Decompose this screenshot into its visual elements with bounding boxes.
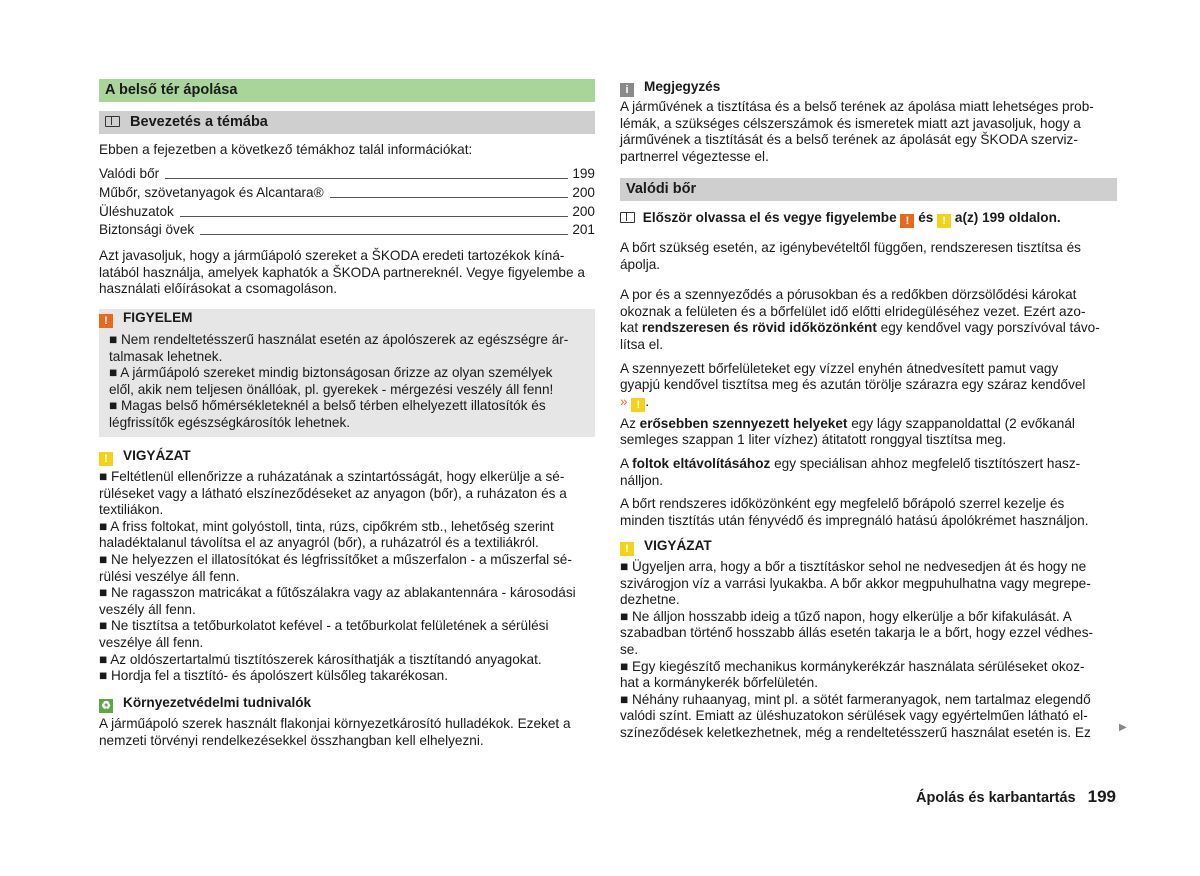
text-line: latából használja, amelyek kaphatók a ŠKODA partnereknél. Vegye figyelembe a — [99, 264, 585, 280]
text-line: elől, akik nem teljesen önállóak, pl. gyerekek - mérgezési veszély áll fenn! — [109, 381, 554, 397]
text-line: ■ Ne helyezzen el illatosítókat és légfrissítőket a műszerfalon - a műszerfal sé- — [99, 551, 572, 567]
warning-icon: ! — [99, 314, 113, 328]
text-line: rüléseket vagy a látható elszíneződéseket az anyagon (bőr), a ruházaton és a — [99, 485, 567, 501]
text-line: ■ Ne álljon hosszabb ideig a tűző napon, hogy elkerülje a bőr kifakulását. A — [620, 608, 1072, 624]
text-line: színeződések keletkezhetnek, még a rendeltetésszerű használat esetén is. Ez — [620, 724, 1091, 740]
text-line: ■ Magas belső hőmérsékleteknél a belső térben elhelyezett illatosítók és — [109, 398, 546, 414]
text-line: talmasak lehetnek. — [109, 348, 223, 364]
intro-text: Ebben a fejezetben a következő témákhoz talál információkat: — [99, 142, 473, 157]
text-line: nemzeti törvényi rendelkezésekkel összhangban kell elhelyezni. — [99, 732, 484, 748]
toc-page: 200 — [568, 203, 595, 220]
text-line: haladéktalanul távolítsa el az anyagról (bőr), a ruházatról és a textiliákról. — [99, 535, 539, 551]
text-line: szivárogjon víz a varrási lyukakba. A bőr akkor megpuhulhatna vagy megrepe- — [620, 575, 1091, 591]
note-title: Megjegyzés — [644, 79, 721, 94]
environment-title: Környezetvédelmi tudnivalók — [123, 695, 312, 710]
text-line: A foltok eltávolításához egy speciálisan ahhoz megfelelő tisztítószert hasz- — [620, 455, 1081, 471]
text-line: veszély áll fenn. — [99, 601, 196, 617]
caution-title: VIGYÁZAT — [123, 448, 191, 463]
first-read-and: és — [918, 210, 934, 225]
toc-page: 201 — [568, 221, 595, 238]
first-read-ref[interactable]: a(z) 199 oldalon. — [954, 210, 1061, 225]
environment-block — [99, 695, 595, 749]
text-line: ■ Hordja fel a tisztító- és ápolószert külsőleg takarékosan. — [99, 668, 448, 684]
text-line: használati előírásokat a csomagoláson. — [99, 281, 338, 297]
continue-arrow-icon: ▶ — [1119, 722, 1127, 733]
text-line: partnerrel végeztesse el. — [620, 148, 769, 164]
page-number: 199 — [1087, 787, 1116, 806]
text-line: A bőrt szükség esetén, az igénybevételtől függően, rendszeresen tisztítsa és — [620, 240, 1081, 255]
info-icon: i — [620, 83, 634, 97]
warning-icon: ! — [900, 214, 914, 228]
subsection-title: Bevezetés a témába — [130, 114, 268, 130]
toc-row[interactable] — [99, 184, 595, 201]
text-line: A járművének a tisztítása és a belső terének az ápolása miatt lehetséges prob- — [620, 99, 1094, 114]
ref-arrow: » — [620, 393, 628, 409]
text-line: kat rendszeresen és rövid időközönként egy kendővel vagy porszívóval távo- — [620, 320, 1100, 336]
caution-icon[interactable]: ! — [937, 214, 951, 228]
caution-icon[interactable]: ! — [631, 398, 645, 412]
text-line: járművének a tisztítását és a belső terének az ápolását egy ŠKODA szerviz- — [620, 132, 1078, 148]
text-line: légfrissítők egészségkárosítók lehetnek. — [109, 414, 351, 430]
text-line: A járműápoló szerek használt flakonjai környezetkárosító hulladékok. Ezeket a — [99, 716, 571, 731]
text-line: nálljon. — [620, 472, 664, 488]
caution-block — [99, 448, 595, 685]
text-line: rülési veszélye áll fenn. — [99, 568, 240, 584]
page-footer — [916, 787, 1116, 807]
text-line: szabadban történő hosszabb állás esetén takarja le a bőrt, hogy ezzel védhes- — [620, 625, 1094, 641]
book-icon — [105, 116, 120, 127]
toc-label: Valódi bőr — [99, 165, 165, 182]
warning-title: FIGYELEM — [123, 310, 193, 325]
leather-text — [620, 240, 1117, 529]
text-line: semleges szappan 1 liter vízhez) átitatott ronggyal tisztítsa meg. — [620, 432, 1007, 448]
text-line: Az erősebben szennyezett helyeket egy lágy szappanoldattal (2 evőkanál — [620, 415, 1075, 431]
text-line: textiliákon. — [99, 502, 164, 518]
toc-row[interactable] — [99, 221, 595, 238]
caution-icon: ! — [620, 542, 634, 556]
text-line: okoznak a felületen és a bőrfelület idő előtti elridegüléséhez vezet. Ezért azo- — [620, 303, 1086, 319]
toc-row[interactable] — [99, 165, 595, 182]
text-line: ■ A friss foltokat, mint golyóstoll, tinta, rúzs, cipőkrém stb., lehetőség szerint — [99, 518, 554, 534]
text-line: se. — [620, 641, 639, 657]
text-line: A szennyezett bőrfelületeket egy vízzel enyhén átnedvesített pamut vagy — [620, 360, 1059, 376]
text-line: valódi színt. Emiatt az üléshuzatokon sérülések vagy egyértelműen látható el- — [620, 708, 1088, 724]
text-line: ■ Feltétlenül ellenőrizze a ruházatának a szintartósságát, hogy elkerülje a sé- — [99, 469, 565, 484]
text-line: ■ A járműápoló szereket mindig biztonságosan őrizze az olyan személyek — [109, 365, 553, 381]
text-line: ■ Ne ragasszon matricákat a fűtőszálakra vagy az ablakantennára - károsodási — [99, 585, 576, 601]
text-line: minden tisztítás után fényvédő és impregnáló hatású ápolókrémet használjon. — [620, 512, 1089, 528]
text-line: ■ Néhány ruhaanyag, mint pl. a sötét farmeranyagok, nem tartalmaz elegendő — [620, 691, 1091, 707]
text-line: lítsa el. — [620, 336, 664, 352]
caution-block-right — [620, 538, 1117, 742]
recycle-icon: ♻ — [99, 699, 113, 713]
text-line: A bőrt rendszeres időközönként egy megfelelő bőrápoló szerrel kezelje és — [620, 496, 1065, 512]
toc-label: Üléshuzatok — [99, 203, 180, 220]
text-line: hat a kormánykerék bőrfelületén. — [620, 675, 818, 691]
text-line: ■ Ügyeljen arra, hogy a bőr a tisztításkor sehol ne nedvesedjen át és hogy ne — [620, 559, 1087, 574]
toc-label: Műbőr, szövetanyagok és Alcantara® — [99, 184, 330, 201]
toc-label: Biztonsági övek — [99, 221, 200, 238]
first-read-text: Először olvassa el és vegye figyelembe — [642, 210, 897, 225]
text-line: veszélye áll fenn. — [99, 634, 204, 650]
text-line: ápolja. — [620, 256, 661, 272]
text-line: ■ Egy kiegészítő mechanikus kormánykerékzár használata sérüléseket okoz- — [620, 658, 1085, 674]
intro-paragraph — [99, 248, 595, 298]
caution-icon: ! — [99, 452, 113, 466]
book-icon — [620, 212, 635, 223]
caution-title: VIGYÁZAT — [644, 538, 712, 553]
text-line: ■ Az oldószertartalmú tisztítószerek károsíthatják a tisztítandó anyagokat. — [99, 651, 542, 667]
text-line: » ! . — [620, 393, 650, 411]
toc-page: 200 — [568, 184, 595, 201]
first-read-line — [620, 210, 1117, 228]
subsection-title-box — [99, 111, 595, 134]
footer-chapter: Ápolás és karbantartás — [916, 790, 1076, 806]
section-title-leather: Valódi bőr — [620, 178, 1117, 201]
text-line: ■ Ne tisztítsa a tetőburkolatot kefével - a tetőburkolat felületének a sérülési — [99, 618, 549, 634]
section-title: A belső tér ápolása — [99, 79, 595, 102]
text-line: Azt javasoljuk, hogy a járműápoló szereket a ŠKODA eredeti tartozékok kíná- — [99, 248, 565, 263]
text-line: gyapjú kendővel tisztítsa meg és azután törölje szárazra egy száraz kendővel — [620, 377, 1086, 393]
text-line: dezhetne. — [620, 592, 680, 608]
text-line: lémák, a szükséges célszerszámok és ismeretek miatt azt javasoljuk, hogy a — [620, 115, 1081, 131]
warning-block — [99, 310, 595, 432]
text-line: ■ Nem rendeltetésszerű használat esetén az ápolószerek az egészségre ár- — [109, 332, 569, 347]
text-line: A por és a szennyeződés a pórusokban és a redőkben dörzsölődési károkat — [620, 287, 1077, 303]
toc-row[interactable] — [99, 203, 595, 220]
note-block — [620, 79, 1117, 165]
toc-page: 199 — [568, 165, 595, 182]
